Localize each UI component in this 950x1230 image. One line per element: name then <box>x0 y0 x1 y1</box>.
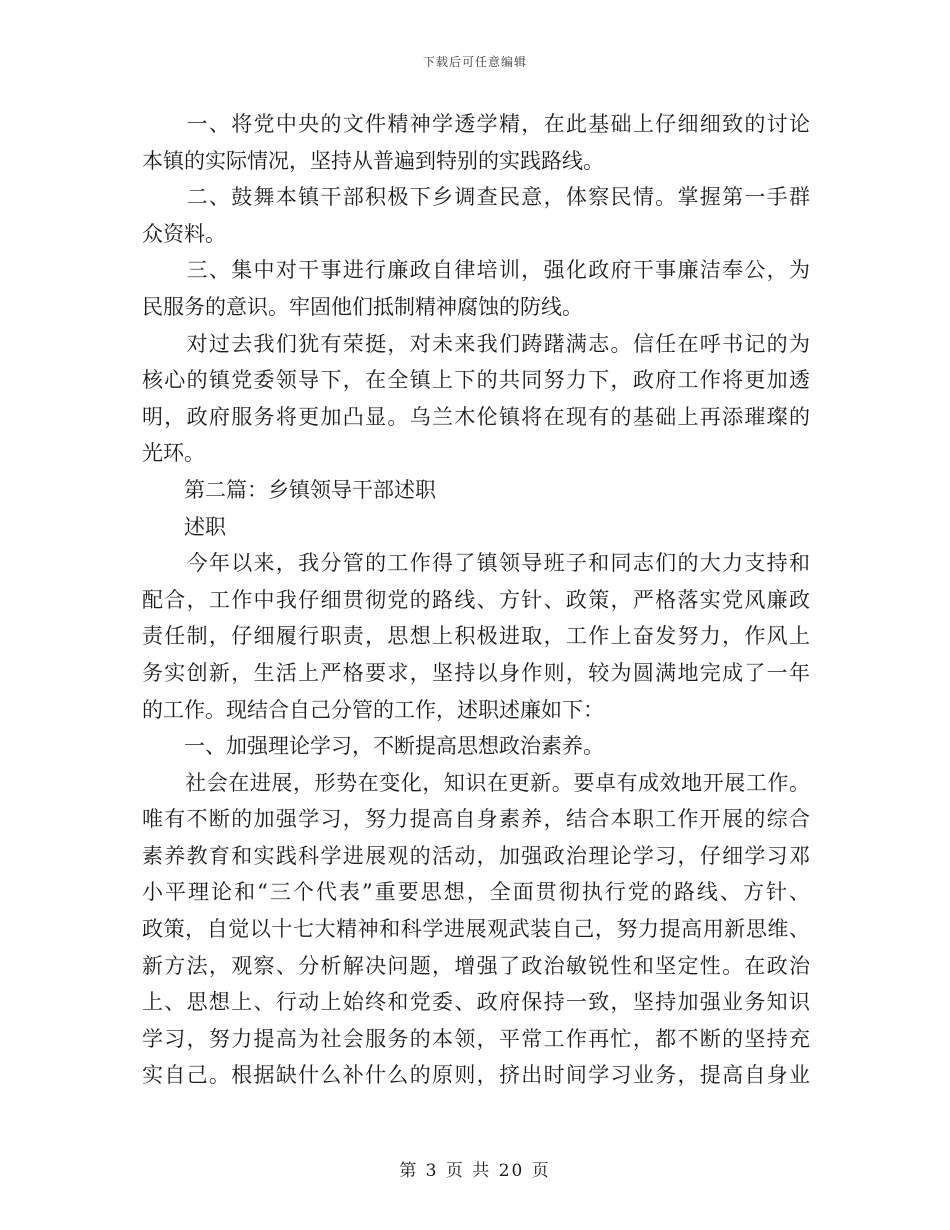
text-line: 素养教育和实践科学进展观的活动，加强政治理论学习，仔细学习邓 <box>142 843 810 868</box>
text-line: 二、鼓舞本镇干部积极下乡调查民意，体察民情。掌握第一手群 <box>142 185 810 210</box>
text-line: 社会在进展，形势在变化，知识在更新。要卓有成效地开展工作。 <box>142 770 810 795</box>
document-body <box>142 106 810 1094</box>
text-line: 学习，努力提高为社会服务的本领，平常工作再忙，都不断的坚持充 <box>142 1026 810 1051</box>
text-line: 唯有不断的加强学习，努力提高自身素养，结合本职工作开展的综合 <box>142 807 810 832</box>
text-line: 一、加强理论学习，不断提高思想政治素养。 <box>142 734 604 759</box>
text-line: 三、集中对干事进行廉政自律培训，强化政府干事廉洁奉公，为 <box>142 258 810 283</box>
text-line: 光环。 <box>142 441 205 466</box>
text-line: 明，政府服务将更加凸显。乌兰木伦镇将在现有的基础上再添璀璨的 <box>142 404 810 429</box>
text-line: 小平理论和“三个代表”重要思想，全面贯彻执行党的路线、方针、 <box>142 880 810 905</box>
text-line: 政策，自觉以十七大精神和科学进展观武装自己，努力提高用新思维、 <box>142 917 810 942</box>
text-line: 第二篇：乡镇领导干部述职 <box>142 477 436 502</box>
text-line: 务实创新，生活上严格要求，坚持以身作则，较为圆满地完成了一年 <box>142 660 810 685</box>
text-line: 述职 <box>142 514 226 539</box>
text-line: 对过去我们犹有荣挺，对未来我们踌躇满志。信任在呼书记的为 <box>142 331 810 356</box>
text-line: 实自己。根据缺什么补什么的原则，挤出时间学习业务，提高自身业 <box>142 1063 810 1088</box>
text-line: 责任制，仔细履行职责，思想上积极进取，工作上奋发努力，作风上 <box>142 624 810 649</box>
text-line: 今年以来，我分管的工作得了镇领导班子和同志们的大力支持和 <box>142 551 810 576</box>
text-line: 上、思想上、行动上始终和党委、政府保持一致，坚持加强业务知识 <box>142 990 810 1015</box>
text-line: 的工作。现结合自己分管的工作，述职述廉如下： <box>142 697 604 722</box>
text-line: 新方法，观察、分析解决问题，增强了政治敏锐性和坚定性。在政治 <box>142 953 810 978</box>
page-number: 第 3 页 共 20 页 <box>399 1161 551 1181</box>
text-line: 一、将党中央的文件精神学透学精，在此基础上仔细细致的讨论 <box>142 112 810 136</box>
text-line: 本镇的实际情况，坚持从普遍到特别的实践路线。 <box>142 148 604 173</box>
text-line: 民服务的意识。牢固他们抵制精神腐蚀的防线。 <box>142 294 583 319</box>
page-header-note: 下载后可任意编辑 <box>422 55 527 69</box>
text-line: 核心的镇党委领导下，在全镇上下的共同努力下，政府工作将更加透 <box>142 368 810 393</box>
text-line: 众资料。 <box>142 221 226 246</box>
text-line: 配合，工作中我仔细贯彻党的路线、方针、政策，严格落实党风廉政 <box>142 587 810 612</box>
